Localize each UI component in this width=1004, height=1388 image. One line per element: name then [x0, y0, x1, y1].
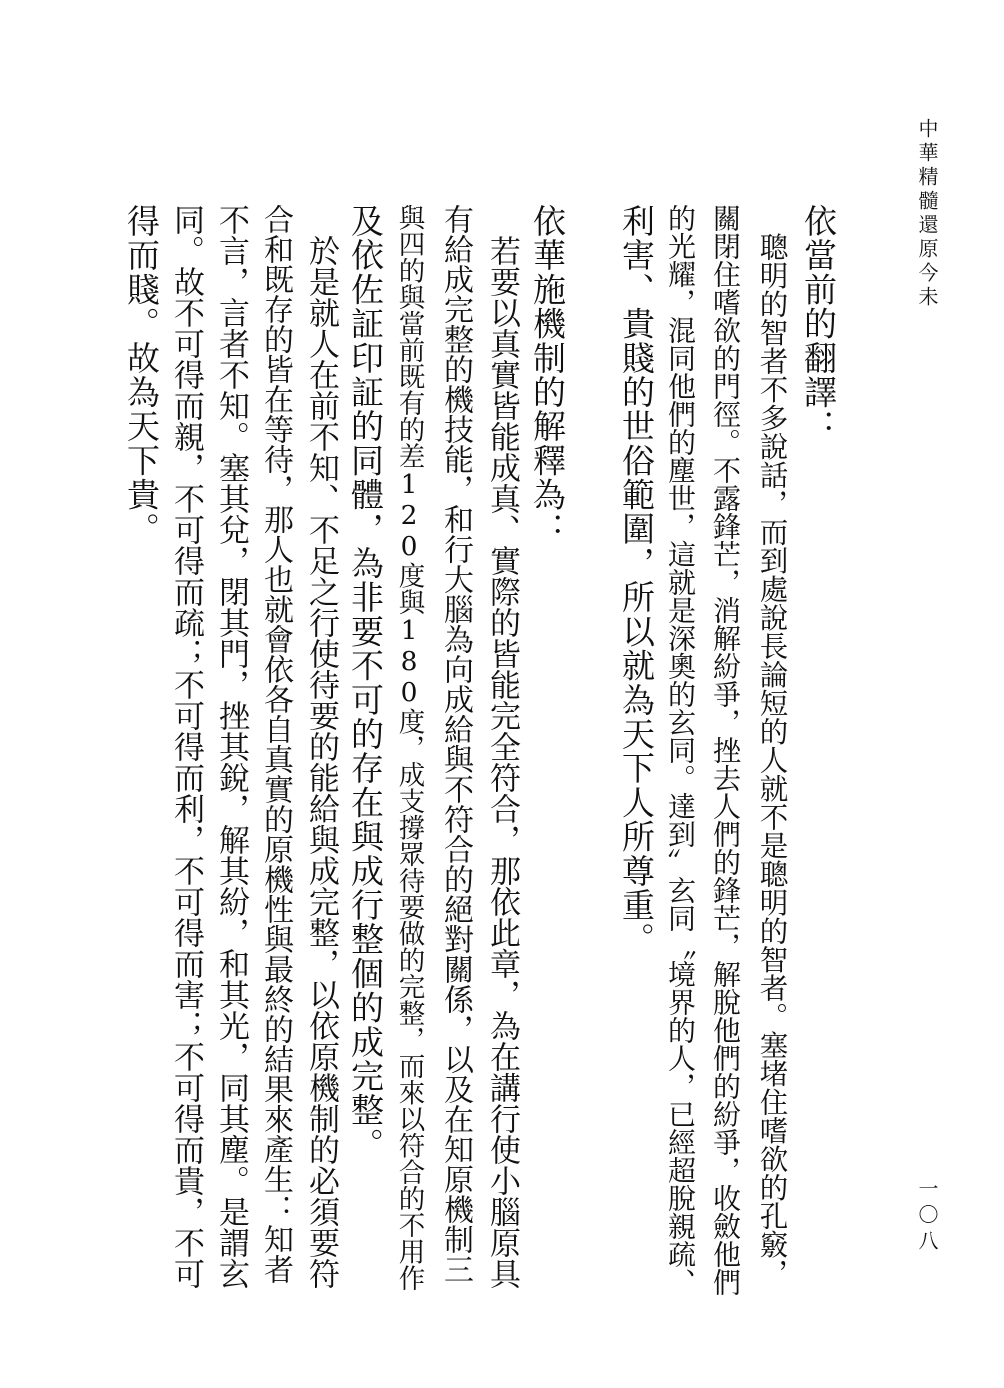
text-line: 與四的與當前既有的差120度與180度，成支撐眾待要做的完整，而來以符合的不用作: [393, 204, 425, 1291]
text-line: 及依佐証印証的同體，為非要不可的存在與成行整個的成完整。: [346, 204, 385, 1162]
text-line: 的光耀，混同他們的塵世，這就是深奧的玄同。達到〞玄同〝境界的人，已經超脫親疏、: [664, 204, 697, 1296]
text-line: 依當前的翻譯：: [799, 204, 838, 444]
text-line: 依華施機制的解釋為：: [528, 204, 567, 546]
text-line: 得而賤。故為天下貴。: [122, 204, 161, 546]
text-line: 同。故不可得而親，不可得而疏；不可得而利，不可得而害；不可得而貴，不可: [168, 204, 204, 1289]
text-line: 若要以真實皆能成真、實際的皆能完全符合，那依此章，為在講行使小腦原具: [484, 204, 520, 1289]
text-line: 聰明的智者不多說話，而到處說長論短的人就不是聰明的智者。塞堵住嗜欲的孔竅，: [755, 204, 789, 1287]
text-line: 有給成完整的機技能，和行大腦為向成給與不符合的絕對關係，以及在知原機制三: [438, 204, 473, 1284]
page-number: 一〇八: [915, 1178, 939, 1256]
text-line: 於是就人在前不知、不足之行使待要的能給與成完整，以依原機制的必須要符: [303, 204, 339, 1289]
text-line: 合和既存的皆在等待，那人也就會依各自真實的原機性與最終的結果來產生：知者: [258, 204, 293, 1284]
running-header: 中華精髓還原今未: [915, 118, 939, 310]
text-line: 關閉住嗜欲的門徑。不露鋒芒，消解紛爭，挫去人們的鋒芒，解脫他們的紛爭，收斂他們: [709, 204, 742, 1296]
text-line: 不言，言者不知。塞其兌，閉其門，挫其銳，解其紛，和其光，同其塵。是謂玄: [213, 204, 249, 1289]
text-line: 利害、貴賤的世俗範圍，所以就為天下人所尊重。: [617, 204, 656, 957]
